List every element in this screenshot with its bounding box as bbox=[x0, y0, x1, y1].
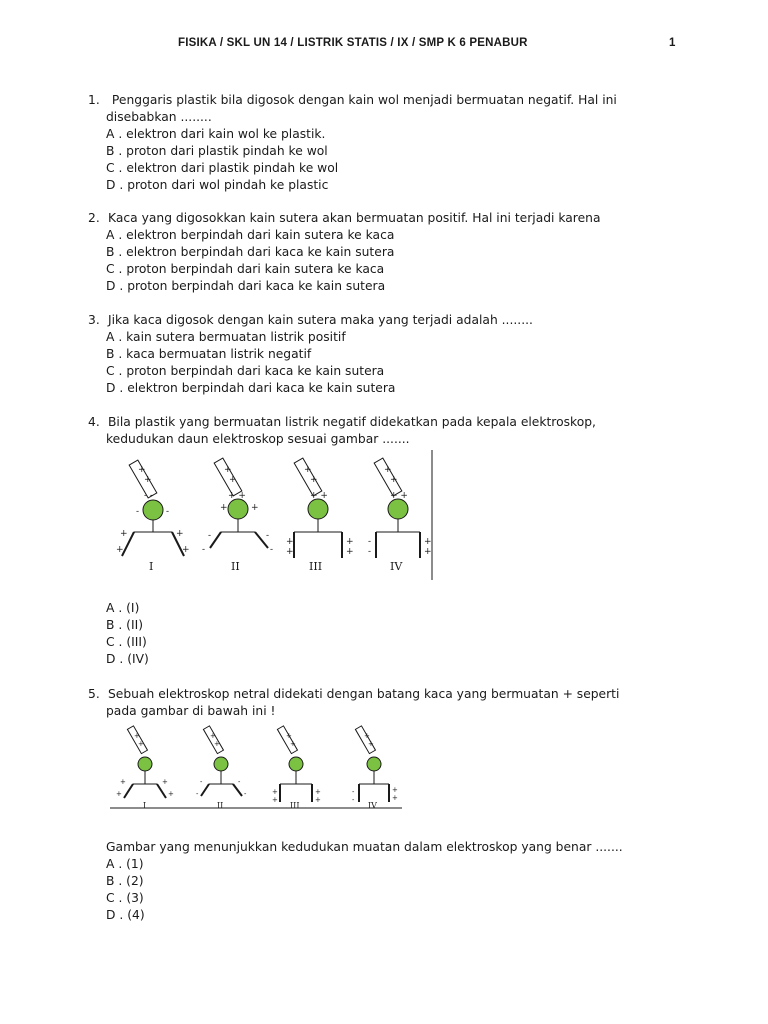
question-number: 4. bbox=[88, 415, 100, 429]
charge-sign: + bbox=[424, 547, 432, 557]
charge-sign: + bbox=[138, 465, 146, 475]
charge-sign: + bbox=[144, 475, 152, 485]
option-a: A . (1) bbox=[106, 857, 144, 871]
figure-label: IV bbox=[390, 560, 403, 573]
question-text-cont: kedudukan daun elektroskop sesuai gambar ....... bbox=[106, 432, 410, 446]
electroscope-ball bbox=[308, 499, 328, 519]
option-a: A . elektron dari kain wol ke plastik. bbox=[106, 127, 326, 141]
charge-sign: - bbox=[208, 531, 212, 541]
option-b: B . kaca bermuatan listrik negatif bbox=[106, 347, 312, 361]
question-text-cont: disebabkan ........ bbox=[106, 110, 212, 124]
charge-sign: + bbox=[272, 796, 278, 804]
charge-sign: - bbox=[136, 507, 140, 517]
charge-sign: + bbox=[392, 786, 398, 794]
charge-sign: + bbox=[384, 465, 392, 475]
charge-sign: + bbox=[364, 732, 370, 740]
electroscope-ball bbox=[289, 757, 303, 771]
charge-sign: + bbox=[220, 503, 228, 513]
option-c: C . (III) bbox=[106, 635, 147, 649]
question-5-prompt bbox=[88, 839, 708, 924]
charge-sign: + bbox=[176, 529, 184, 539]
electroscope-ball bbox=[228, 499, 248, 519]
charge-sign: + + bbox=[310, 491, 328, 501]
charge-sign: + bbox=[138, 740, 144, 748]
option-d: D . (4) bbox=[106, 908, 145, 922]
option-b: B . (2) bbox=[106, 874, 144, 888]
charge-sign: + + bbox=[390, 491, 408, 501]
option-d: D . proton dari wol pindah ke plastic bbox=[106, 178, 329, 192]
option-c: C . proton berpindah dari kaca ke kain sutera bbox=[106, 364, 385, 378]
charge-sign: - bbox=[200, 778, 203, 786]
charge-sign: - bbox=[368, 547, 372, 557]
electroscope-ball bbox=[138, 757, 152, 771]
question-text: Kaca yang digosokkan kain sutera akan bermuatan positif. Hal ini terjadi karena bbox=[108, 211, 601, 225]
electroscope-ball bbox=[214, 757, 228, 771]
charge-sign: + bbox=[120, 529, 128, 539]
charge-sign: + bbox=[424, 537, 432, 547]
question-text: Bila plastik yang bermuatan listrik negatif didekatkan pada kepala elektroskop, bbox=[108, 415, 596, 429]
charge-sign: - bbox=[352, 796, 355, 804]
question-text: Jika kaca digosok dengan kain sutera maka yang terjadi adalah ........ bbox=[108, 313, 533, 327]
question-1 bbox=[88, 92, 708, 194]
charge-sign: + bbox=[392, 794, 398, 802]
charge-sign: + bbox=[286, 547, 294, 557]
electroscope-ball bbox=[143, 500, 163, 520]
charge-sign: - bbox=[166, 507, 170, 517]
charge-sign: + bbox=[368, 740, 374, 748]
charge-sign: + bbox=[210, 732, 216, 740]
question-text-cont: pada gambar di bawah ini ! bbox=[106, 704, 276, 718]
charge-sign: + bbox=[251, 503, 259, 513]
question-4 bbox=[88, 414, 708, 448]
charge-sign: - bbox=[270, 545, 274, 555]
charge-sign: - bbox=[202, 545, 206, 555]
question-prompt: Gambar yang menunjukkan kedudukan muatan dalam elektroskop yang benar ....... bbox=[106, 840, 623, 854]
electroscope-ball bbox=[388, 499, 408, 519]
option-c: C . elektron dari plastik pindah ke wol bbox=[106, 161, 339, 175]
figure-label: IV bbox=[368, 801, 377, 810]
charge-sign: - - bbox=[144, 491, 153, 501]
option-d: D . (IV) bbox=[106, 652, 149, 666]
option-c: C . (3) bbox=[106, 891, 144, 905]
figure-label: I bbox=[143, 801, 147, 810]
question-number: 1. bbox=[88, 93, 100, 107]
option-a: A . kain sutera bermuatan listrik positif bbox=[106, 330, 346, 344]
question-number: 5. bbox=[88, 687, 100, 701]
option-b: B . proton dari plastik pindah ke wol bbox=[106, 144, 328, 158]
charge-sign: + + bbox=[228, 491, 246, 501]
question-5 bbox=[88, 686, 708, 720]
charge-sign: + bbox=[214, 740, 220, 748]
charge-sign: + bbox=[134, 732, 140, 740]
charge-sign: + bbox=[346, 537, 354, 547]
charge-sign: + bbox=[290, 740, 296, 748]
charge-sign: + bbox=[168, 790, 174, 798]
charge-sign: + bbox=[116, 545, 124, 555]
charge-sign: - bbox=[196, 790, 199, 798]
charge-sign: + bbox=[286, 537, 294, 547]
charge-sign: + bbox=[346, 547, 354, 557]
electroscope-ball bbox=[367, 757, 381, 771]
page-header bbox=[0, 37, 768, 53]
charge-sign: + bbox=[286, 732, 292, 740]
question-text: Penggaris plastik bila digosok dengan kain wol menjadi bermuatan negatif. Hal ini bbox=[111, 93, 617, 107]
charge-sign: + bbox=[304, 465, 312, 475]
charge-sign: + bbox=[120, 778, 126, 786]
charge-sign: + bbox=[182, 545, 190, 555]
charge-sign: - bbox=[352, 788, 355, 796]
electroscope-figure-q5 bbox=[108, 722, 408, 814]
question-4-options bbox=[88, 600, 708, 668]
charge-sign: + bbox=[315, 796, 321, 804]
figure-label: II bbox=[231, 560, 240, 573]
charge-sign: + bbox=[390, 475, 398, 485]
option-a: A . (I) bbox=[106, 601, 140, 615]
option-b: B . elektron berpindah dari kaca ke kain sutera bbox=[106, 245, 395, 259]
option-a: A . elektron berpindah dari kain sutera ke kaca bbox=[106, 228, 395, 242]
question-3 bbox=[88, 312, 708, 397]
page-number: 1 bbox=[669, 37, 676, 49]
charge-sign: + bbox=[229, 475, 237, 485]
charge-sign: + bbox=[310, 475, 318, 485]
charge-sign: - bbox=[244, 790, 247, 798]
figure-label: II bbox=[217, 801, 224, 810]
question-number: 2. bbox=[88, 211, 100, 225]
charge-sign: + bbox=[162, 778, 168, 786]
charge-sign: - bbox=[368, 537, 372, 547]
charge-sign: + bbox=[315, 788, 321, 796]
option-b: B . (II) bbox=[106, 618, 144, 632]
figure-label: III bbox=[290, 801, 300, 810]
charge-sign: + bbox=[224, 465, 232, 475]
header-title: FISIKA / SKL UN 14 / LISTRIK STATIS / IX / SMP K 6 PENABUR bbox=[178, 37, 528, 49]
electroscope-figure-q4 bbox=[108, 448, 438, 580]
question-2 bbox=[88, 210, 708, 295]
option-c: C . proton berpindah dari kain sutera ke kaca bbox=[106, 262, 385, 276]
charge-sign: - bbox=[238, 778, 241, 786]
charge-sign: - bbox=[266, 531, 270, 541]
option-d: D . elektron berpindah dari kaca ke kain sutera bbox=[106, 381, 396, 395]
figure-label: I bbox=[149, 560, 154, 573]
charge-sign: + bbox=[116, 790, 122, 798]
question-number: 3. bbox=[88, 313, 100, 327]
question-text: Sebuah elektroskop netral didekati dengan batang kaca yang bermuatan + seperti bbox=[108, 687, 620, 701]
option-d: D . proton berpindah dari kaca ke kain sutera bbox=[106, 279, 386, 293]
charge-sign: + bbox=[272, 788, 278, 796]
figure-label: III bbox=[309, 560, 323, 573]
